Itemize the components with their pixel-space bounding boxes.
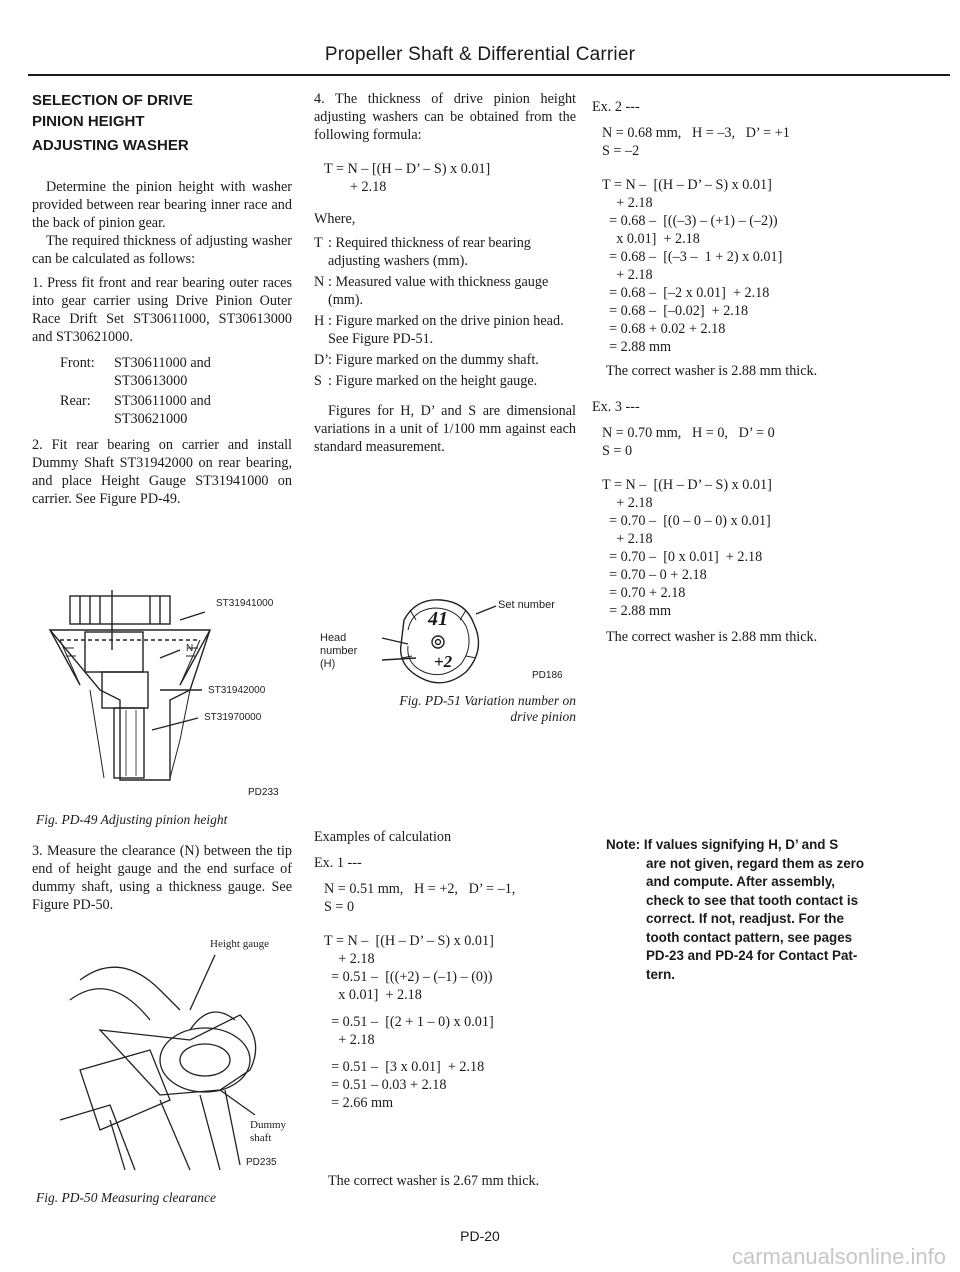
figure-pd50: [40, 920, 295, 1175]
calc-line: = 0.68 – [–2 x 0.01] + 2.18: [602, 285, 770, 301]
calc-line: + 2.18: [602, 267, 653, 283]
calc-line: + 2.18: [602, 495, 653, 511]
note-line: Note: If values signifying H, D’ and S: [606, 837, 839, 852]
ex3-given-1: N = 0.70 mm, H = 0, D’ = 0: [602, 425, 775, 441]
figure-pd51-caption-line-1: Fig. PD-51 Variation number on: [399, 693, 576, 708]
section-title-line-3: ADJUSTING WASHER: [32, 137, 189, 154]
def-value: : Figure marked on the height gauge.: [328, 373, 538, 389]
front-label: Front:: [60, 355, 95, 371]
calc-line: + 2.18: [602, 195, 653, 211]
calc-line: [324, 1049, 576, 1058]
ex3-calculation: [592, 476, 856, 620]
figures-note: Figures for H, D’ and S are dimensional variations in a unit of 1/100 mm against each standard measurement.: [314, 403, 576, 455]
figure-pd49-code: PD233: [248, 787, 279, 798]
ex2-calculation: [592, 176, 856, 356]
calc-line: = 0.51 – 0.03 + 2.18: [324, 1077, 447, 1093]
label-st31942000: ST31942000: [208, 685, 266, 696]
def-value: : Figure marked on the drive pinion head. See Figure PD-51.: [328, 313, 564, 347]
ex2-given-2: S = –2: [602, 143, 640, 159]
label-set-number: Set number: [498, 599, 555, 611]
note-block: [606, 836, 876, 984]
ex1-title: Ex. 1 ---: [314, 855, 362, 871]
front-value-2: ST30613000: [114, 373, 188, 389]
figure-pd50-code: PD235: [246, 1157, 277, 1168]
note-line: check to see that tooth contact is: [646, 892, 859, 908]
ex1-given-2: S = 0: [324, 899, 355, 915]
ex3-given-2: S = 0: [602, 443, 633, 459]
calc-line: [324, 1004, 576, 1013]
calc-line: = 0.51 – [(2 + 1 – 0) x 0.01]: [324, 1014, 494, 1030]
step-3: 3. Measure the clearance (N) between the tip end of height gauge and the end surface of dummy shaft, using a thickness gauge. See Figure PD-50.: [32, 843, 292, 913]
calc-line: T = N – [(H – D’ – S) x 0.01]: [602, 477, 772, 493]
ex2-title: Ex. 2 ---: [592, 99, 640, 115]
ex1-result: The correct washer is 2.67 mm thick.: [328, 1173, 540, 1189]
formula-line-1: T = N – [(H – D’ – S) x 0.01]: [324, 161, 491, 177]
header-rule: [28, 74, 950, 76]
calc-line: = 0.70 – [0 x 0.01] + 2.18: [602, 549, 763, 565]
calc-line: + 2.18: [324, 1032, 375, 1048]
label-st31941000: ST31941000: [216, 598, 274, 609]
label-head: Head: [320, 632, 347, 644]
def-value: : Measured value with thickness gauge (mm).: [328, 274, 549, 308]
ex3-result: The correct washer is 2.88 mm thick.: [606, 629, 818, 645]
calc-line: + 2.18: [602, 531, 653, 547]
note-line: and compute. After assembly,: [646, 874, 836, 889]
ex2-result: The correct washer is 2.88 mm thick.: [606, 363, 818, 379]
intro-paragraph: Determine the pinion height with washer provided between rear bearing inner race and the back of pinion gear.: [32, 179, 292, 231]
rear-value-2: ST30621000: [114, 411, 188, 427]
def-key: D’: [314, 352, 329, 368]
ex1-given-1: N = 0.51 mm, H = +2, D’ = –1,: [324, 881, 516, 897]
watermark: carmanualsonline.info: [731, 1244, 946, 1269]
figure-pd51-caption: [340, 693, 576, 725]
label-h: (H): [320, 658, 336, 670]
calc-line: = 0.70 + 2.18: [602, 585, 686, 601]
step-1: 1. Press fit front and rear bearing outer races into gear carrier using Drive Pinion Outer Race Drift Set ST30611000, ST30613000 and ST30621000.: [32, 275, 292, 345]
section-title-line-2: PINION HEIGHT: [32, 113, 145, 130]
calc-line: = 0.70 – [(0 – 0 – 0) x 0.01]: [602, 513, 771, 529]
where-label: Where,: [314, 211, 356, 227]
figure-pd49-caption: Fig. PD-49 Adjusting pinion height: [36, 812, 228, 827]
def-key: N: [314, 274, 325, 290]
page-number: PD-20: [460, 1228, 500, 1244]
label-number: number: [320, 645, 358, 657]
mark-set-number: 41: [428, 608, 448, 630]
note-line: correct. If not, readjust. For the: [646, 911, 844, 926]
def-key: T: [314, 235, 323, 251]
section-title: [32, 90, 292, 156]
note-line: tern.: [646, 966, 676, 982]
formula-line-2: + 2.18: [350, 179, 387, 195]
step-2: 2. Fit rear bearing on carrier and install Dummy Shaft ST31942000 on rear bearing, and place Height Gauge ST31941000 on carrier. See Figure PD-49.: [32, 437, 292, 507]
section-title-line-1: SELECTION OF DRIVE: [32, 92, 193, 109]
calc-line: T = N – [(H – D’ – S) x 0.01]: [602, 177, 772, 193]
formula-main: [314, 160, 576, 196]
left-column: [32, 90, 292, 508]
calc-line: T = N – [(H – D’ – S) x 0.01]: [324, 933, 494, 949]
calc-line: = 0.68 + 0.02 + 2.18: [602, 321, 726, 337]
calc-line: = 0.70 – 0 + 2.18: [602, 567, 707, 583]
right-column: [592, 98, 856, 646]
figure-pd49: [40, 590, 295, 790]
def-key: H: [314, 313, 325, 329]
mark-head-number: +2: [434, 652, 453, 671]
ex2-given-1: N = 0.68 mm, H = –3, D’ = +1: [602, 125, 790, 141]
label-shaft: shaft: [250, 1132, 272, 1144]
examples-title: Examples of calculation: [314, 829, 452, 845]
step-4: 4. The thickness of drive pinion height adjusting washers can be obtained from the following formula:: [314, 91, 576, 143]
rear-value-1: ST30611000 and: [114, 393, 211, 409]
examples-block: [314, 828, 576, 1112]
calc-line: x 0.01] + 2.18: [602, 231, 700, 247]
ex1-calculation: [314, 932, 576, 1112]
def-value: : Required thickness of rear bearing adjusting washers (mm).: [328, 235, 531, 269]
calc-line: x 0.01] + 2.18: [324, 987, 422, 1003]
page-header: Propeller Shaft & Differential Carrier: [324, 44, 636, 65]
figure-pd50-caption: Fig. PD-50 Measuring clearance: [36, 1190, 216, 1205]
tool-list: [32, 354, 292, 428]
calc-line: = 2.88 mm: [602, 339, 672, 355]
label-dummy: Dummy: [250, 1119, 287, 1131]
note-line: tooth contact pattern, see pages: [646, 929, 853, 945]
calc-line: = 0.68 – [–0.02] + 2.18: [602, 303, 749, 319]
def-key: S: [314, 373, 322, 389]
label-height-gauge: Height gauge: [210, 938, 269, 950]
intro-paragraph-2: The required thickness of adjusting washer can be calculated as follows:: [32, 233, 292, 267]
note-line: PD-23 and PD-24 for Contact Pat-: [646, 948, 858, 963]
middle-column: [314, 90, 576, 456]
calc-line: = 0.51 – [3 x 0.01] + 2.18: [324, 1059, 485, 1075]
ex3-title: Ex. 3 ---: [592, 399, 640, 415]
calc-line: + 2.18: [324, 951, 375, 967]
calc-line: = 0.68 – [(–3 – 1 + 2) x 0.01]: [602, 249, 783, 265]
label-st31970000: ST31970000: [204, 712, 262, 723]
definitions: [314, 234, 576, 390]
figure-pd51-caption-line-2: drive pinion: [510, 709, 576, 724]
def-value: : Figure marked on the dummy shaft.: [328, 352, 539, 368]
calc-line: = 0.68 – [((–3) – (+1) – (–2)): [602, 213, 778, 229]
calc-line: = 0.51 – [((+2) – (–1) – (0)): [324, 969, 493, 985]
calc-line: = 2.66 mm: [324, 1095, 394, 1111]
calc-line: = 2.88 mm: [602, 603, 672, 619]
figure-pd51-code: PD186: [532, 670, 563, 681]
rear-label: Rear:: [60, 393, 91, 409]
front-value-1: ST30611000 and: [114, 355, 211, 371]
label-n: N: [186, 643, 194, 654]
note-line: are not given, regard them as zero: [646, 855, 865, 871]
